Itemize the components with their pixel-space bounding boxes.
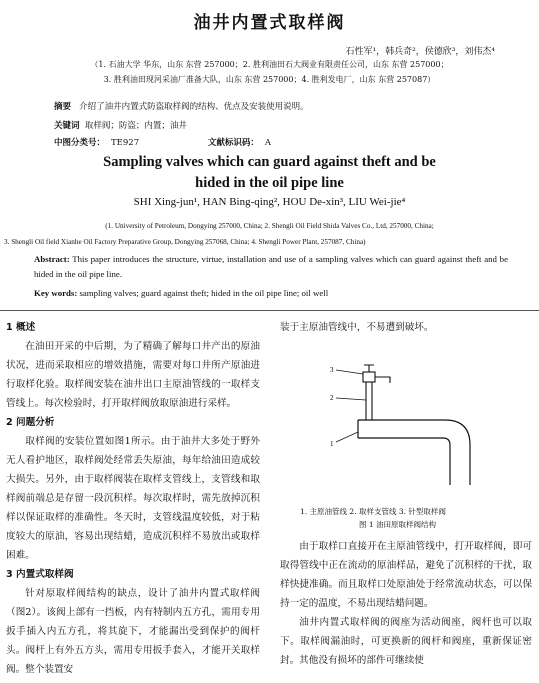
section-3-paragraph: 针对原取样阀结构的缺点，设计了油井内置式取样阀（图2）。该阀上部有一挡板，内有特制内五方孔，需用专用扳手插入内五方孔，将其旋下，才能漏出受到保护的阀杆头。阀杆上有外五方头，需用专用扳手套入，才能开关取样阀。整个装置安 [6, 588, 260, 675]
body-right-column-bottom [280, 537, 532, 670]
right-paragraph-2: 油井内置式取样阀的阀座为活动阀座，阀杆也可以取下。取样阀漏油时，可更换新的阀杆和阀座，重新保证密封。其他没有损坏的部件可继续使 [280, 617, 532, 666]
keywords-en-text: sampling valves; guard against theft; hided in the oil pipe line; oil well [79, 288, 329, 298]
callout-1: 1 [330, 440, 334, 448]
valve-handle [364, 365, 374, 372]
classification [54, 136, 271, 148]
paper-title-cn: 油井内置式取样阀 [193, 13, 346, 33]
section-2-paragraph: 取样阀的安装位置如图1所示。由于油井大多处于野外无人看护地区，取样阀处经常丢失原油，每年给油田造成较大损失。另外，由于取样阀装在取样支管线上，支管线和取样阀前端总是存留一段沉积样。每次取样时，需先放掉沉积样以保证取样的准确性。冬天时，支管线温度较低，对于粘度较大的原油，容易出现结蜡，造成沉积样不易放出或取样困难。 [6, 436, 260, 561]
figure-1-legend: 1. 主原油管线 2. 取样支管线 3. 针型取样阀 [300, 507, 446, 516]
abstract-cn [54, 100, 309, 112]
affiliations-en-line1: (1. University of Petroleum, Dongying 257000, China; 2. Shengli Oil Field Shida Valves Co., Ltd, 257000, China; [105, 222, 434, 230]
needle-valve-body [363, 372, 375, 382]
paper-title-en-line2: hided in the oil pipe line [195, 175, 344, 191]
divider [0, 310, 539, 311]
figure-1-title: 图 1 油田原取样阀结构 [359, 520, 437, 529]
body-left-column [6, 318, 260, 679]
abstract-cn-text: 介绍了油井内置式防盗取样阀的结构、优点及安装使用说明。 [79, 102, 309, 112]
paper-title-en [0, 152, 539, 194]
section-3-heading: 3 内置式取样阀 [6, 569, 74, 580]
doc-code-label: 文献标识码： [207, 138, 259, 148]
affiliations-en-line2: 3. Shengli Oil field Xianhe Oil Factory Preparative Group, Dongying 257068, China; 4. Shengli Power Plant, 257087, China) [4, 238, 366, 246]
main-pipe-bend [358, 420, 470, 445]
section-1-heading: 1 概述 [6, 322, 36, 333]
callout-2: 2 [330, 394, 334, 402]
authors-en: SHI Xing-jun¹, HAN Bing-qing², HOU De-xin³, LIU Wei-jie⁴ [133, 196, 406, 208]
leader-line-2 [336, 398, 366, 400]
figure-1-diagram [330, 360, 490, 500]
body-right-column-top [280, 318, 532, 337]
abstract-en [34, 252, 508, 282]
callout-3: 3 [330, 366, 334, 374]
authors-cn: 石性军¹，韩兵奇²，侯德欣³，刘伟杰⁴ [345, 47, 495, 57]
sampling-branch-pipe [366, 382, 372, 420]
right-paragraph-1: 由于取样口直接开在主原油管线中，打开取样阀，即可取得管线中正在流动的原油样品，避免了沉积样的干扰，取样快捷准确。而且取样口处原油处于经常流动状态，可以保持一定的温度，不易出现结蜡问题。 [280, 541, 532, 609]
doc-code-value: A [264, 138, 271, 148]
leader-line-3 [336, 370, 363, 374]
affiliations-cn-line1: （1. 石油大学 华东，山东 东营 257000；2. 胜利油田石大阀业有限责任公司，山东 东营 257000； [90, 60, 449, 69]
keywords-cn [54, 119, 187, 131]
keywords-cn-label: 关键词 [54, 121, 80, 131]
affiliations-cn-line2: 3. 胜利油田现河采油厂准备大队，山东 东营 257000；4. 胜利发电厂，山东 东营 257087） [103, 75, 436, 84]
keywords-en [34, 288, 328, 298]
clc-label: 中图分类号： [54, 138, 106, 148]
abstract-en-text: This paper introduces the structure, virtue, installation and use of a sampling valves which can guard against theft and be hided in the oil pipe line. [34, 254, 508, 279]
section-1-paragraph: 在油田开采的中后期，为了精确了解每口井产出的原油状况，进而采取相应的增效措施，需要对每口井所产原油进行取样化验。取样阀安装在油井出口主原油管线的一取样支管线上。每次检验时，打开取样阀放取原油进行采样。 [6, 341, 260, 409]
abstract-en-label: Abstract: [34, 254, 70, 264]
continued-paragraph: 装于主原油管线中，不易遭到破坏。 [280, 322, 434, 333]
leader-line-1 [336, 432, 358, 442]
abstract-cn-label: 摘要 [54, 102, 72, 112]
clc-value: TE927 [111, 138, 140, 148]
paper-title-en-line1: Sampling valves which can guard against theft and be [103, 154, 436, 170]
keywords-en-label: Key words: [34, 288, 78, 298]
main-pipe-vertical [450, 445, 470, 485]
valve-outlet [375, 377, 390, 383]
keywords-cn-text: 取样阀；防盗；内置；油井 [84, 121, 187, 131]
section-2-heading: 2 问题分析 [6, 417, 55, 428]
